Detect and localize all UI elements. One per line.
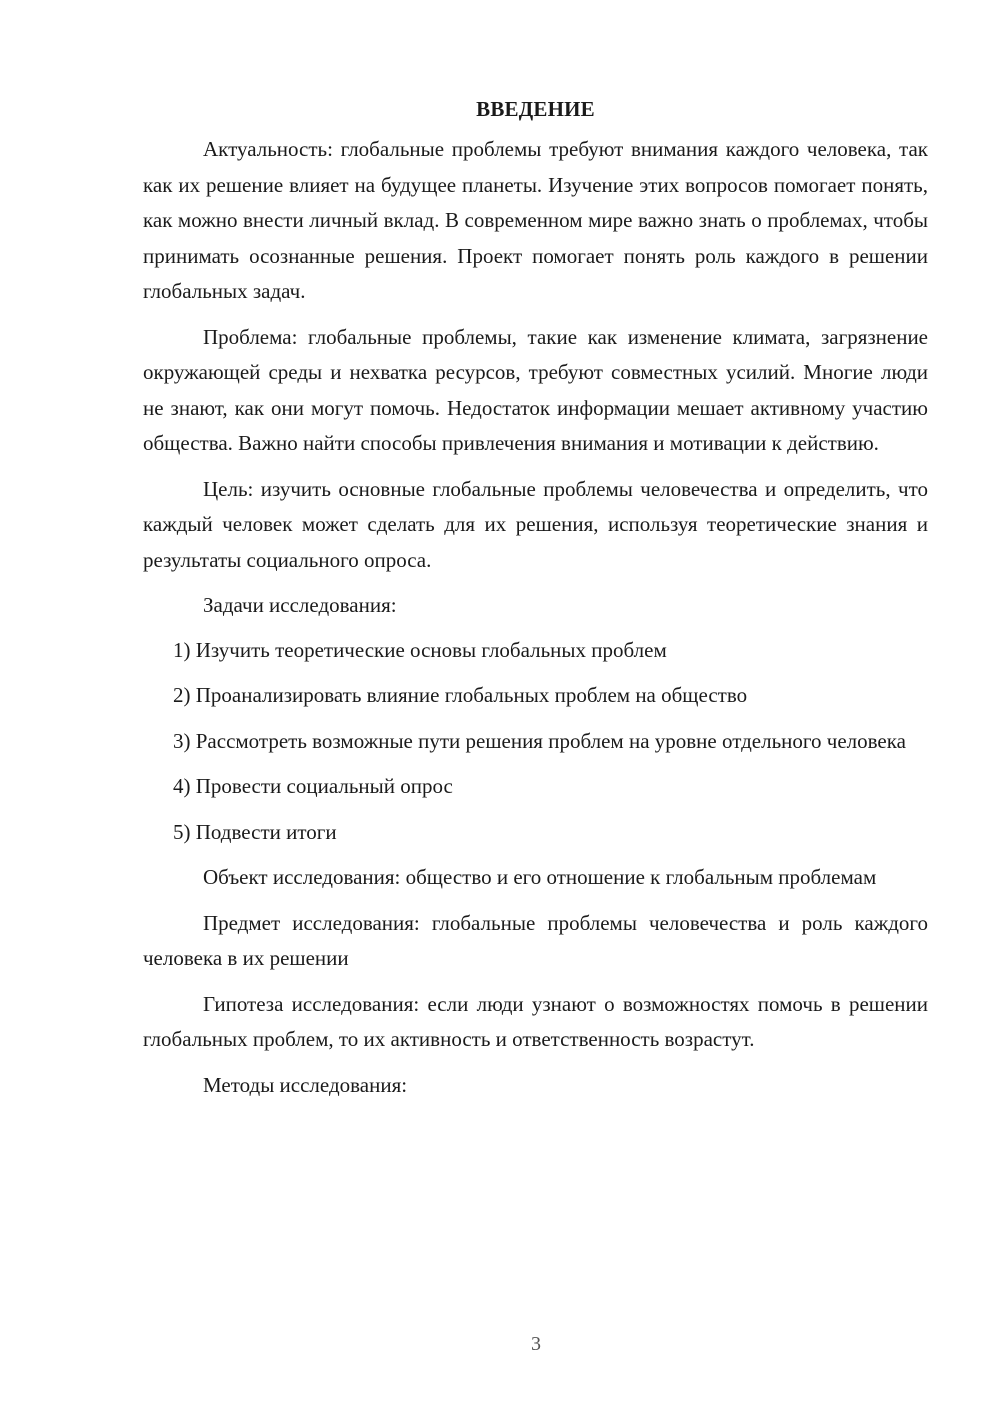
problem-paragraph: Проблема: глобальные проблемы, такие как изменение климата, загрязнение окружающей среды и нехватка ресурсов, требуют совместных усилий. Многие люди не знают, как они могут помочь. Недостаток информации мешает активному участию общества. Важно найти способы привлечения внимания и мотивации к действию. bbox=[143, 324, 928, 455]
task-item: 1) Изучить теоретические основы глобальных проблем bbox=[173, 637, 667, 662]
methods-heading: Методы исследования: bbox=[203, 1072, 408, 1097]
goal-paragraph: Цель: изучить основные глобальные проблемы человечества и определить, что каждый человек может сделать для их решения, используя теоретические знания и результаты социального опроса. bbox=[143, 476, 928, 572]
task-item: 4) Провести социальный опрос bbox=[173, 774, 453, 798]
hypothesis-paragraph: Гипотеза исследования: если люди узнают о возможностях помочь в решении глобальных проблем, то их активность и ответственность возрастут. bbox=[143, 991, 928, 1051]
object-paragraph: Объект исследования: общество и его отношение к глобальным проблемам bbox=[203, 865, 877, 889]
tasks-list bbox=[143, 633, 928, 851]
relevance-paragraph: Актуальность: глобальные проблемы требуют внимания каждого человека, так как их решение влияет на будущее планеты. Изучение этих вопросов помогает понять, как можно внести личный вклад. В современном мире важно знать о проблемах, чтобы принимать осознанные решения. Проект помогает понять роль каждого в решении глобальных задач. bbox=[143, 137, 928, 303]
task-item: 3) Рассмотреть возможные пути решения проблем на уровне отдельного человека bbox=[173, 728, 906, 753]
tasks-heading: Задачи исследования: bbox=[203, 593, 397, 617]
task-item: 5) Подвести итоги bbox=[173, 819, 337, 844]
subject-paragraph: Предмет исследования: глобальные проблемы человечества и роль каждого человека в их решении bbox=[143, 910, 928, 970]
task-item: 2) Проанализировать влияние глобальных проблем на общество bbox=[173, 683, 748, 707]
document-page bbox=[143, 94, 928, 1113]
page-number: 3 bbox=[531, 1333, 541, 1355]
document-title: ВВЕДЕНИЕ bbox=[476, 97, 595, 121]
